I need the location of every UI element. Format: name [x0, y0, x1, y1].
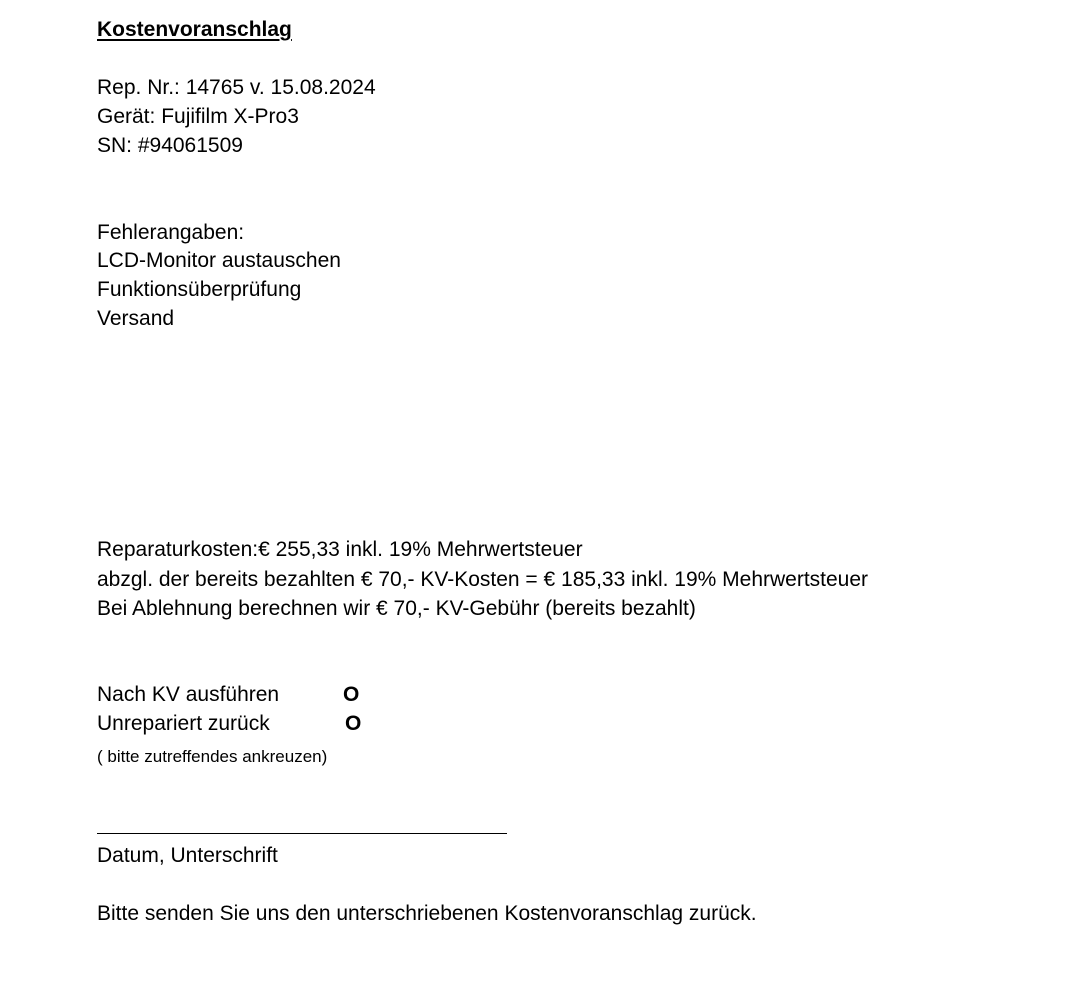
- document-title: Kostenvoranschlag: [97, 18, 292, 41]
- fault-item: Versand: [97, 307, 175, 330]
- signature-line[interactable]: [97, 833, 507, 834]
- signature-label: Datum, Unterschrift: [97, 844, 278, 867]
- option-return-label: Unrepariert zurück: [97, 712, 270, 735]
- option-execute-checkbox[interactable]: O: [343, 683, 360, 706]
- rejection-fee: Bei Ablehnung berechnen wir € 70,- KV-Gebühr (bereits bezahlt): [97, 597, 696, 620]
- fault-item: LCD-Monitor austauschen: [97, 249, 341, 272]
- option-return-checkbox[interactable]: O: [345, 712, 362, 735]
- selection-hint: ( bitte zutreffendes ankreuzen): [97, 747, 328, 766]
- repair-costs: Reparaturkosten:€ 255,33 inkl. 19% Mehrwertsteuer: [97, 538, 583, 561]
- option-execute-label: Nach KV ausführen: [97, 683, 280, 706]
- serial-number: SN: #94061509: [97, 134, 243, 157]
- cost-deduction: abzgl. der bereits bezahlten € 70,- KV-Kosten = € 185,33 inkl. 19% Mehrwertsteuer: [97, 568, 869, 591]
- fault-item: Funktionsüberprüfung: [97, 278, 302, 301]
- faults-heading: Fehlerangaben:: [97, 221, 245, 244]
- repair-number: Rep. Nr.: 14765 v. 15.08.2024: [97, 76, 376, 99]
- device-name: Gerät: Fujifilm X-Pro3: [97, 105, 299, 128]
- closing-note: Bitte senden Sie uns den unterschriebenen Kostenvoranschlag zurück.: [97, 902, 757, 925]
